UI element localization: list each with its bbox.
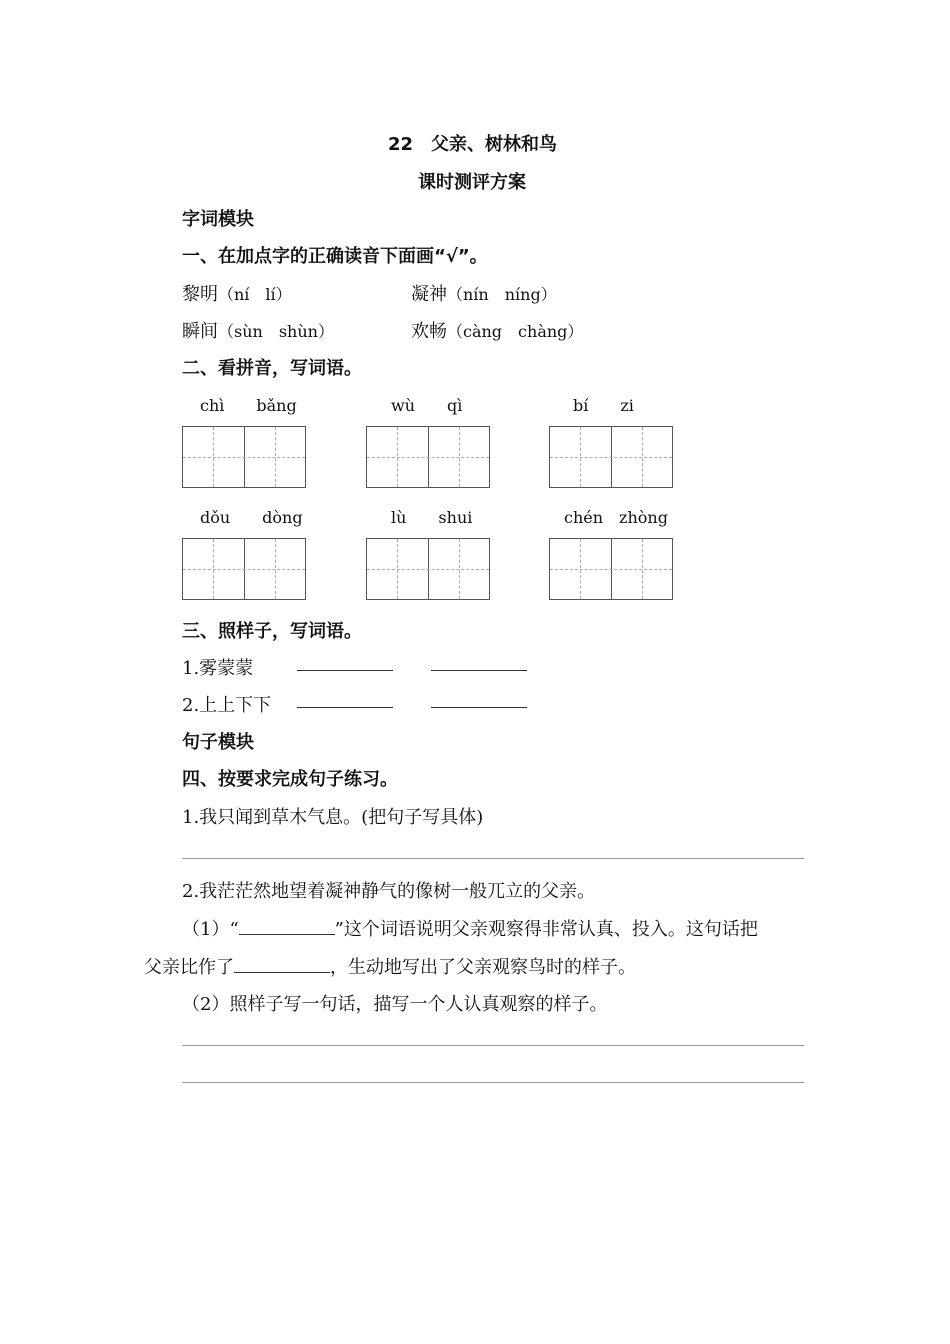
writing-grid[interactable] bbox=[182, 538, 306, 600]
writing-grid[interactable] bbox=[366, 538, 490, 600]
q4-part-1: （1）“ ”这个词语说明父亲观察得非常认真、投入。这句话把 bbox=[182, 919, 758, 940]
q2-heading: 二、看拼音，写词语。 bbox=[182, 358, 362, 379]
pinyin-label: chì bǎng bbox=[200, 396, 297, 415]
q1-item: 黎明（ní lí） bbox=[182, 284, 292, 305]
answer-blank[interactable] bbox=[234, 956, 330, 973]
writing-grid[interactable] bbox=[182, 426, 306, 488]
answer-line[interactable] bbox=[182, 1082, 804, 1083]
module-heading-sentences: 句子模块 bbox=[182, 732, 254, 753]
pinyin-label: dǒu dòng bbox=[200, 508, 303, 527]
q4-part-1-cont: 父亲比作了 ，生动地写出了父亲观察鸟时的样子。 bbox=[144, 957, 636, 978]
answer-blank[interactable] bbox=[297, 691, 393, 713]
q1-item: 瞬间（sùn shùn） bbox=[182, 321, 334, 342]
page-subtitle: 课时测评方案 bbox=[418, 172, 526, 193]
q4-part-2: （2）照样子写一句话，描写一个人认真观察的样子。 bbox=[182, 994, 608, 1015]
answer-blank[interactable] bbox=[297, 654, 393, 676]
writing-grid[interactable] bbox=[549, 538, 673, 600]
pinyin-label: bí zi bbox=[573, 396, 634, 415]
q3-item: 1.雾蒙蒙 bbox=[182, 658, 254, 679]
q1-item: 凝神（nín níng） bbox=[411, 284, 557, 305]
q1-item: 欢畅（càng chàng） bbox=[411, 321, 584, 342]
answer-blank[interactable] bbox=[239, 918, 335, 935]
writing-grid[interactable] bbox=[366, 426, 490, 488]
q3-heading: 三、照样子，写词语。 bbox=[182, 621, 362, 642]
answer-line[interactable] bbox=[182, 858, 804, 859]
answer-blank[interactable] bbox=[431, 691, 527, 713]
module-heading-words: 字词模块 bbox=[182, 209, 254, 230]
q4-sentence-1: 1.我只闻到草木气息。(把句子写具体) bbox=[182, 807, 484, 828]
pinyin-label: wù qì bbox=[391, 396, 463, 415]
answer-line[interactable] bbox=[182, 1045, 804, 1046]
pinyin-label: chén zhòng bbox=[564, 508, 668, 527]
q4-heading: 四、按要求完成句子练习。 bbox=[182, 769, 398, 790]
q1-heading: 一、在加点字的正确读音下面画“√”。 bbox=[182, 246, 488, 267]
page-title: 22 父亲、树林和鸟 bbox=[388, 134, 558, 155]
answer-blank[interactable] bbox=[431, 654, 527, 676]
writing-grid[interactable] bbox=[549, 426, 673, 488]
q4-sentence-2: 2.我茫茫然地望着凝神静气的像树一般兀立的父亲。 bbox=[182, 881, 596, 902]
q3-item: 2.上上下下 bbox=[182, 695, 272, 716]
pinyin-label: lù shui bbox=[391, 508, 473, 527]
